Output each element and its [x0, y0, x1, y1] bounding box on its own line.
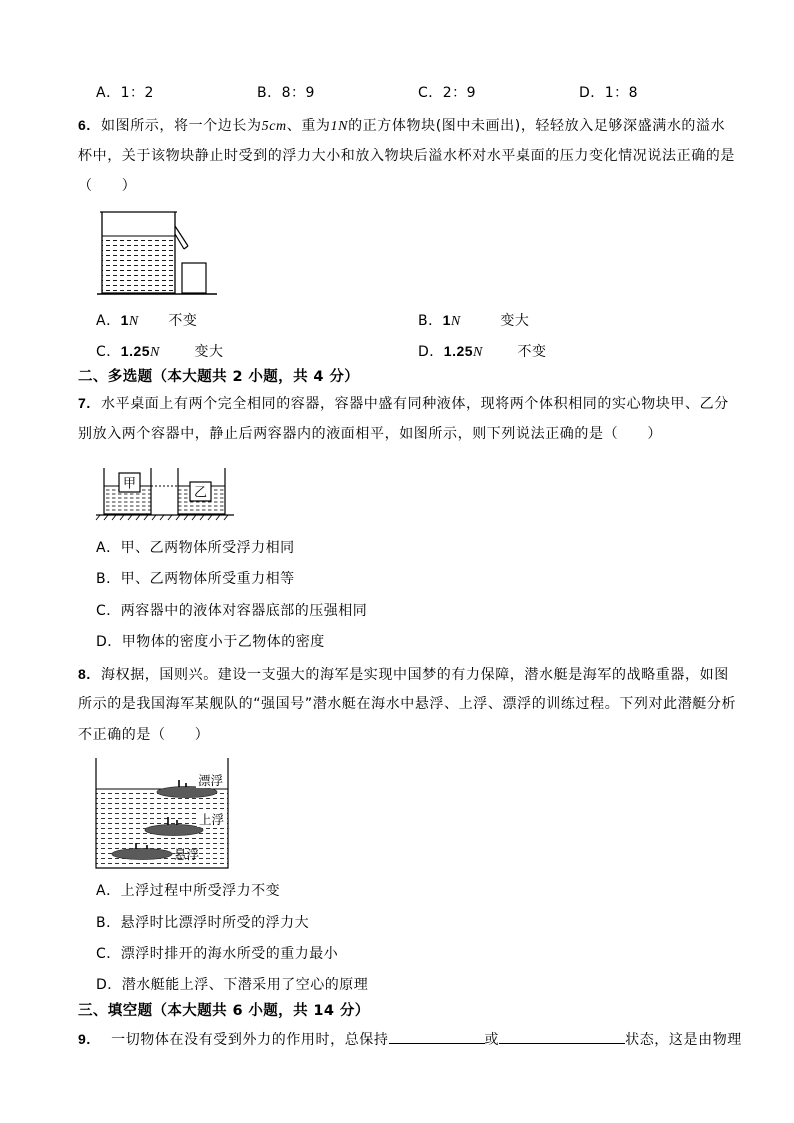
- q6-a-letter: A．: [96, 313, 121, 329]
- label-suspended: 悬浮: [174, 847, 200, 862]
- q9-blank-2[interactable]: [499, 1031, 625, 1044]
- submarine-figure: [94, 756, 244, 871]
- q6-d-text: 不变: [517, 344, 547, 360]
- question-9-number: 9.: [78, 1031, 91, 1047]
- question-7-number: 7.: [78, 395, 91, 411]
- q6-b-letter: B．: [418, 313, 443, 329]
- q5-option-d: D．1：8: [579, 85, 639, 101]
- q6-d-unit: N: [473, 345, 483, 360]
- q6-a-unit: N: [128, 314, 139, 329]
- q6-option-d: [418, 344, 547, 360]
- q7-option-c: C．两容器中的液体对容器底部的压强相同: [96, 603, 368, 619]
- q8-option-b: B．悬浮时比漂浮时所受的浮力大: [96, 915, 310, 931]
- question-6-number: 6.: [78, 117, 91, 133]
- q6-a-text: 不变: [168, 313, 198, 329]
- q9-text-2: 或: [484, 1032, 500, 1048]
- q6-text-c: 的正方体物块(图中未画出)，轻轻放入足够深盛满水的溢水: [348, 118, 726, 134]
- q5-option-b: B．8：9: [257, 85, 315, 101]
- q6-d-num: 1.25: [443, 343, 474, 359]
- label-rising: 上浮: [199, 812, 225, 827]
- q6-b-text: 变大: [500, 313, 530, 329]
- question-6-line-2: 杯中，关于该物块静止时受到的浮力大小和放入物块后溢水杯对水平桌面的压力变化情况说法正确的是: [78, 148, 735, 164]
- q6-c-letter: C．: [96, 344, 121, 360]
- q6-c-num: 1.25: [120, 343, 151, 359]
- q6-c-text: 变大: [194, 344, 224, 360]
- q6-b-unit: N: [450, 314, 461, 329]
- question-8-line-3: 不正确的是（ ）: [78, 727, 210, 743]
- q6-d-letter: D．: [418, 344, 444, 360]
- q6-option-a: [96, 313, 197, 329]
- section-3-heading: 三、填空题（本大题共 6 小题，共 14 分）: [78, 1003, 370, 1019]
- question-7-line-2: 别放入两个容器中，静止后两容器内的液面相平，如图所示，则下列说法正确的是（ ）: [78, 426, 662, 442]
- q6-option-b: [418, 313, 529, 329]
- q7-option-a: A．甲、乙两物体所受浮力相同: [96, 540, 295, 556]
- q8-option-c: C．漂浮时排开的海水所受的重力最小: [96, 946, 339, 962]
- q7-option-d: D．甲物体的密度小于乙物体的密度: [96, 634, 325, 650]
- q8-text-1: 海权据，国则兴。建设一支强大的海军是实现中国梦的有力保障，潜水艇是海军的战略重器，如图: [101, 667, 729, 683]
- q8-option-d: D．潜水艇能上浮、下潜采用了空心的原理: [96, 977, 369, 993]
- q6-edge-length: 5cm: [261, 119, 287, 134]
- q9-blank-1[interactable]: [389, 1031, 485, 1044]
- question-8-line-1: [78, 667, 729, 682]
- two-containers-figure: [94, 464, 244, 524]
- question-9-line-1: [78, 1031, 742, 1047]
- q6-b-num: 1: [442, 312, 451, 328]
- q7-text-1: 水平桌面上有两个完全相同的容器，容器中盛有同种液体，现将两个体积相同的实心物块甲、乙分: [101, 396, 729, 412]
- section-2-heading: 二、多选题（本大题共 2 小题，共 4 分）: [78, 369, 360, 385]
- q9-text-3: 状态，这是由物理: [625, 1032, 742, 1048]
- question-6-line-1: [78, 118, 725, 134]
- question-8-number: 8.: [78, 666, 91, 682]
- q5-option-c: C．2：9: [418, 85, 477, 101]
- q6-a-num: 1: [120, 312, 129, 328]
- block-yi-label: 乙: [193, 485, 208, 501]
- label-floating: 漂浮: [198, 773, 224, 788]
- q5-option-a: A．1：2: [96, 85, 154, 101]
- overflow-cup-figure: [92, 208, 242, 298]
- q7-option-b: B．甲、乙两物体所受重力相等: [96, 571, 295, 587]
- q8-option-a: A．上浮过程中所受浮力不变: [96, 883, 281, 899]
- question-7-line-1: [78, 396, 729, 411]
- q6-weight: 1N: [330, 119, 349, 134]
- q6-text-a: 如图所示，将一个边长为: [101, 118, 262, 134]
- q6-text-b: 、重为: [286, 118, 331, 134]
- q9-text-1: 一切物体在没有受到外力的作用时，总保持: [111, 1032, 389, 1048]
- question-8-line-2: 所示的是我国海军某舰队的“强国号”潜水艇在海水中悬浮、上浮、漂浮的训练过程。下列对此潜艇分析: [78, 696, 737, 712]
- block-jia-label: 甲: [122, 476, 137, 492]
- question-6-line-3: （ ）: [78, 178, 137, 194]
- q6-option-c: [96, 344, 224, 360]
- q6-c-unit: N: [150, 345, 160, 360]
